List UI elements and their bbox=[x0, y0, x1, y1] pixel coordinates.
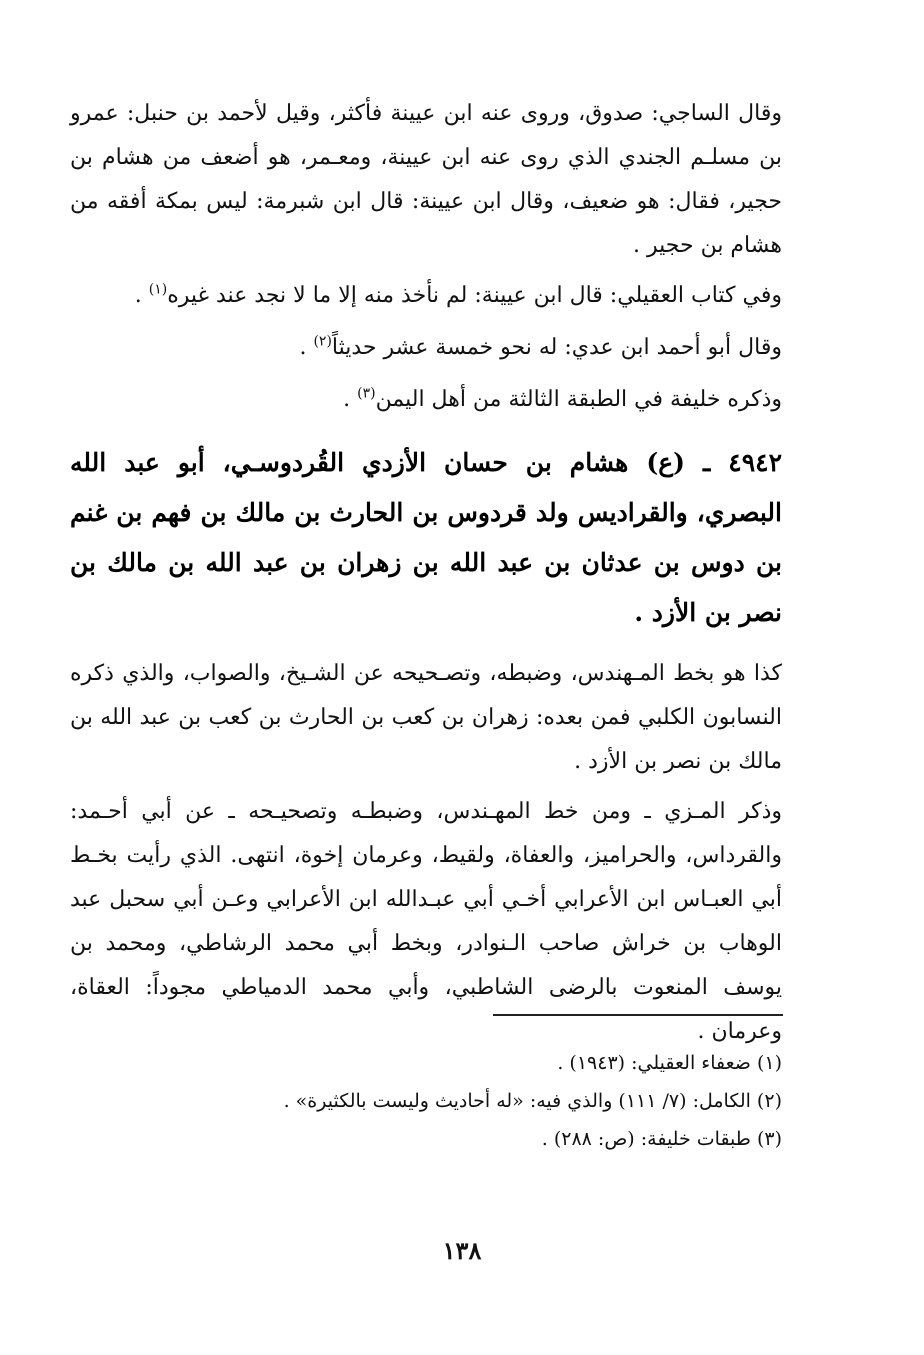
footnote-1: (١) ضعفاء العقيلي: (١٩٤٣) . bbox=[557, 1052, 782, 1074]
paragraph-kitab-uqayli bbox=[70, 274, 782, 318]
paragraph-mizzi: وذكر المـزي ـ ومن خط المهـندس، وضبطـه وتصحيـحه ـ عن أبي أحـمد: والقرداس، والحراميز، والعفاة، ولقيط، وعرمان إخوة، انتهى. الذي رأيت بخـط أبي العبـاس ابن الأعرابي أخـي أبي عبـدالله ابن الأعرابي وعـن أبي سحبل عبد الوهاب بن خراش صاحب الـنوادر، وبخط أبي محمد الرشاطي، ومحمد بن يوسف المنعوت بالرضى الشاطبي، وأبي محمد الدمياطي مجوداً: العقاة، وعرمان . bbox=[70, 799, 782, 1044]
footnote-ref-2: (٢) bbox=[313, 333, 332, 350]
paragraph-muhandis: كذا هو بخط المـهندس، وضبطه، وتصـحيحه عن الشـيخ، والصواب، والذي ذكره النسابون الكلبي فمن بعده: زهران بن كعب بن الحارث بن كعب بن عبد الله بن مالك بن نصر بن الأزد . bbox=[70, 661, 782, 774]
footnote-separator bbox=[493, 1014, 783, 1016]
page-number: ١٣٨ bbox=[442, 1236, 482, 1265]
footnote-ref-1: (١) bbox=[148, 281, 168, 298]
paragraph-khalifa bbox=[70, 378, 782, 422]
paragraph-ibn-adi-text: وقال أبو أحمد ابن عدي: له نحو خمسة عشر حديثاً bbox=[331, 335, 782, 360]
paragraph-ibn-adi-end: . bbox=[299, 335, 314, 360]
footnote-2: (٢) الكامل: (٧/ ١١١) والذي فيه: «له أحاديث وليست بالكثيرة» . bbox=[283, 1090, 782, 1112]
footnote-ref-3: (٣) bbox=[357, 385, 376, 402]
paragraph-khalifa-text: وذكره خليفة في الطبقة الثالثة من أهل اليمن bbox=[375, 387, 782, 412]
paragraph-khalifa-end: . bbox=[343, 387, 358, 412]
paragraph-ibn-adi bbox=[70, 326, 782, 370]
entry-heading: ٤٩٤٢ ـ (ع) هشام بن حسان الأزدي القُردوسـي، أبو عبد الله البصري، والقراديس ولد قردوس بن الحارث بن مالك بن فهم بن غنم بن دوس بن عدثان بن عبد الله بن زهران بن عبد الله بن مالك بن نصر بن الأزد . bbox=[70, 448, 782, 627]
paragraph-saji: وقال الساجي: صدوق، وروى عنه ابن عيينة فأكثر، وقيل لأحمد بن حنبل: عمرو بن مسلـم الجندي الذي روى عنه ابن عيينة، ومعـمر، هو أضعف من هشام بن حجير، فقال: هو ضعيف، وقال ابن عيينة: قال ابن شبرمة: ليس بمكة أفقه من هشام بن حجير . bbox=[70, 101, 782, 258]
page-body bbox=[70, 92, 782, 1060]
paragraph-kitab-uqayli-text: وفي كتاب العقيلي: قال ابن عيينة: لم نأخذ منه إلا ما لا نجد عند غيره bbox=[167, 283, 782, 308]
footnotes bbox=[70, 1044, 782, 1158]
footnote-3: (٣) طبقات خليفة: (ص: ٢٨٨) . bbox=[541, 1128, 782, 1150]
paragraph-kitab-uqayli-end: . bbox=[134, 283, 149, 308]
